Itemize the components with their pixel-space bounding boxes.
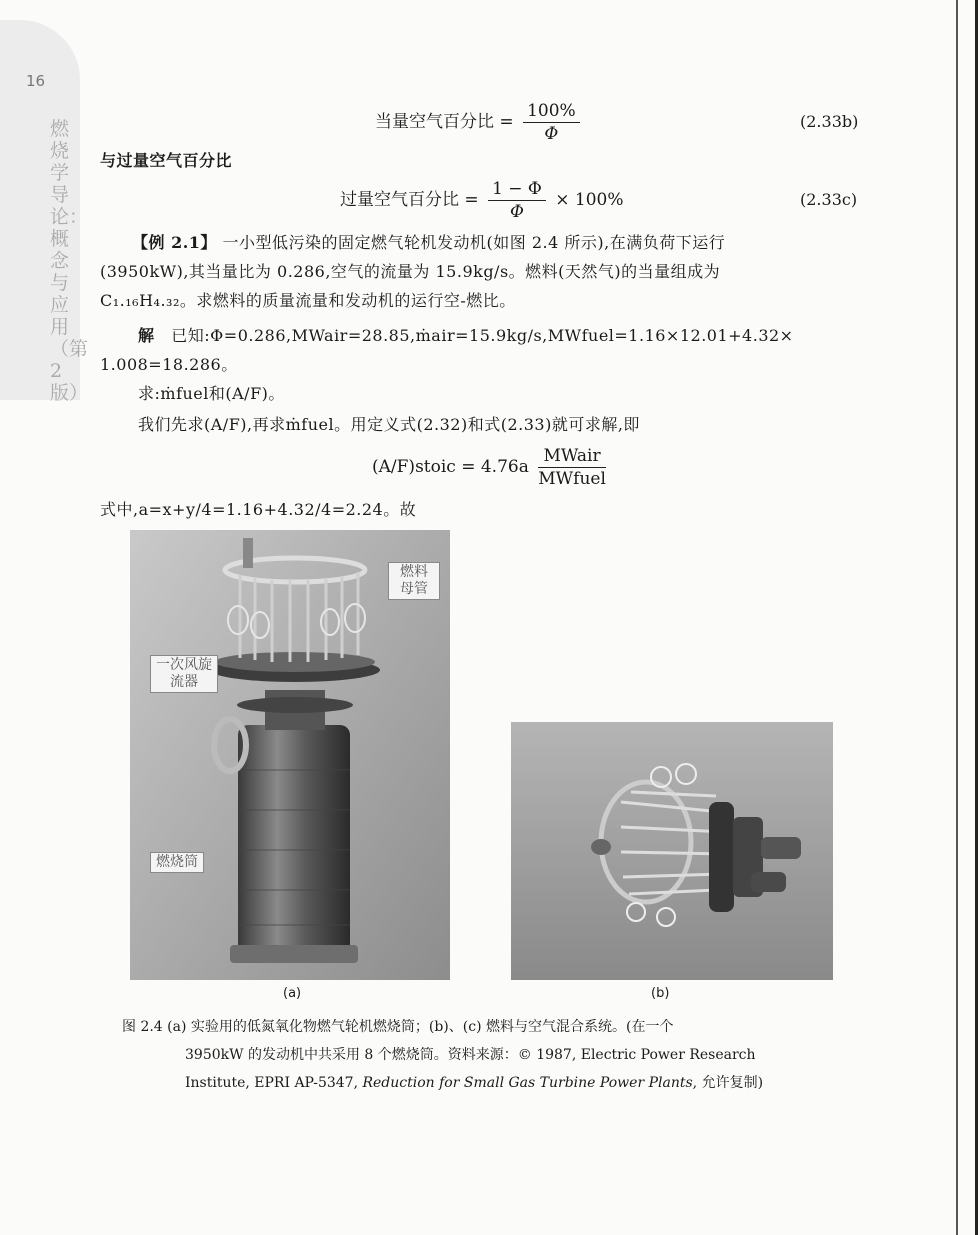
equation-2-33c <box>340 178 624 223</box>
fraction <box>538 445 606 490</box>
example-line-2: (3950kW),其当量比为 0.286,空气的流量为 15.9kg/s。燃料(天然气)的当量组成为 <box>100 262 721 281</box>
fraction <box>488 178 546 223</box>
figure-caption-line-2: 3950kW 的发动机中共采用 8 个燃烧筒。资料来源：© 1987, Electric Power Research <box>185 1047 756 1063</box>
page-number: 16 <box>26 72 46 90</box>
label-primary-swirler: 一次风旋流器 <box>150 655 218 693</box>
solution-find: 求:ṁfuel和(A/F)。 <box>138 384 285 403</box>
example-label: 【例 2.1】 <box>132 233 217 252</box>
example-text: 。求燃料的质量流量和发动机的运行空-燃比。 <box>179 291 516 310</box>
caption-report-title: Reduction for Small Gas Turbine Power Plants <box>362 1075 693 1091</box>
denominator: Φ <box>510 202 524 222</box>
subfigure-label-b: (b) <box>651 986 670 1001</box>
equation-rhs: × 100% <box>555 190 624 210</box>
solution-given-line-1 <box>138 321 878 350</box>
example-line-3 <box>100 286 875 315</box>
denominator: Φ <box>544 124 559 144</box>
equation-2-33b <box>375 100 584 145</box>
example-line-1 <box>132 228 872 257</box>
label-combustor-liner: 燃烧筒 <box>150 852 204 873</box>
solution-label: 解 <box>138 326 155 345</box>
label-fuel-manifold: 燃料母管 <box>388 562 440 600</box>
equation-lhs: 当量空气百分比 = <box>375 112 514 132</box>
figure-caption-line-3 <box>185 1070 885 1097</box>
equation-number: (2.33c) <box>800 190 858 209</box>
equation-lhs: 过量空气百分比 = <box>340 190 479 210</box>
equation-lhs: (A/F)stoic = 4.76a <box>372 457 529 477</box>
numerator: MWair <box>538 445 606 468</box>
solution-where: 式中,a=x+y/4=1.16+4.32/4=2.24。故 <box>100 500 417 519</box>
solution-given-line-2: 1.008=18.286。 <box>100 355 238 374</box>
example-text: 一小型低污染的固定燃气轮机发动机(如图 2.4 所示),在满负荷下运行 <box>222 233 726 252</box>
intro-line: 与过量空气百分比 <box>100 151 233 170</box>
fuel-formula: C₁.₁₆H₄.₃₂ <box>100 291 180 310</box>
equation-number: (2.33b) <box>800 112 859 131</box>
fraction <box>523 100 580 145</box>
caption-source: Institute, EPRI AP-5347, <box>185 1075 363 1091</box>
numerator: 1 − Φ <box>488 178 546 201</box>
denominator: MWfuel <box>538 469 606 489</box>
solution-approach: 我们先求(A/F),再求ṁfuel。用定义式(2.32)和式(2.33)就可求解,即 <box>138 415 640 434</box>
subfigure-label-a: (a) <box>283 986 302 1001</box>
equation-af-stoic <box>372 445 610 490</box>
figure-caption-line-1: 图 2.4 (a) 实验用的低氮氧化物燃气轮机燃烧筒；(b)、(c) 燃料与空气混合系统。(在一个 <box>122 1019 674 1035</box>
numerator: 100% <box>523 100 580 123</box>
given-text: 已知:Φ=0.286,MWair=28.85,ṁair=15.9kg/s,MWfuel=1.16×12.01+4.32× <box>171 326 794 345</box>
caption-permission: , 允许复制) <box>692 1075 764 1091</box>
page-edge-rule-outer <box>975 0 978 1235</box>
photo-fuel-air-mixer <box>511 722 833 980</box>
page-edge-rule <box>956 0 958 1235</box>
running-title: 燃烧学导论：概念与应用（第2版） <box>50 118 89 404</box>
